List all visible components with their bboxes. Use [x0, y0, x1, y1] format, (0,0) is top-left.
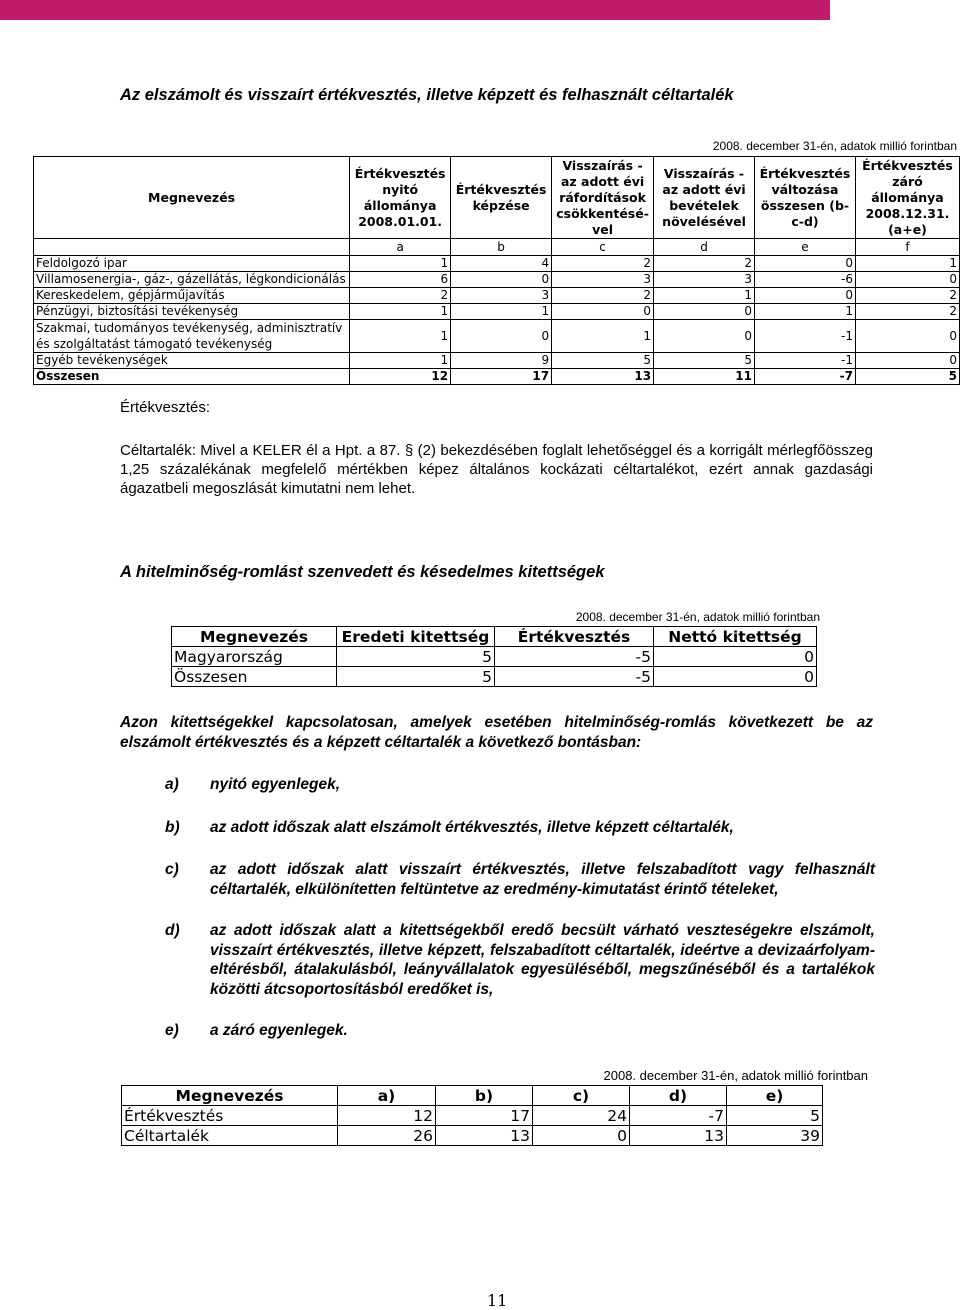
cell: 0	[654, 667, 817, 687]
cell: 1	[350, 353, 451, 369]
list-item: az adott időszak alatt visszaírt értékvesztés, illetve felszabadított vagy felhasznált céltartalék, elkülönítetten feltüntetve az eredmény-kimutatást érintő tételeket,	[210, 861, 875, 898]
letter-d: d	[654, 239, 755, 256]
cell: 3	[451, 288, 552, 304]
list-letter: e)	[165, 1022, 179, 1039]
cell: -6	[755, 272, 856, 288]
cell: 1	[350, 320, 451, 353]
header-e: Értékvesztés változása összesen (b-c-d)	[755, 157, 856, 239]
header-name: Megnevezés	[34, 157, 350, 239]
header-cell: Eredeti kitettség	[337, 627, 495, 647]
header-d: Visszaírás - az adott évi bevételek növelésével	[654, 157, 755, 239]
table-total-row	[34, 369, 960, 385]
header-a: Értékvesztés nyitó állománya 2008.01.01.	[350, 157, 451, 239]
cell: 1	[855, 256, 959, 272]
cell: 0	[552, 304, 654, 320]
cell: 4	[451, 256, 552, 272]
cell: 2	[654, 256, 755, 272]
cell: 13	[552, 369, 654, 385]
cell: 5	[552, 353, 654, 369]
cell: 3	[654, 272, 755, 288]
table-row	[122, 1126, 823, 1146]
table-row	[34, 353, 960, 369]
cell: -7	[755, 369, 856, 385]
header-b: Értékvesztés képzése	[451, 157, 552, 239]
breakdown-table	[121, 1085, 823, 1146]
table-row	[34, 272, 960, 288]
row-label: Összesen	[34, 369, 350, 385]
table-row	[172, 667, 817, 687]
cell: 2	[350, 288, 451, 304]
page-title: Az elszámolt és visszaírt értékvesztés, illetve képzett és felhasznált céltartalék	[120, 86, 734, 104]
cell: 1	[451, 304, 552, 320]
impairment-table	[33, 156, 960, 385]
cell: 17	[436, 1106, 533, 1126]
cell: 13	[630, 1126, 727, 1146]
table-row	[34, 320, 960, 353]
section2-title: A hitelminőség-romlást szenvedett és késedelmes kitettségek	[120, 563, 605, 581]
cell: -7	[630, 1106, 727, 1126]
cell: 1	[552, 320, 654, 353]
letter-c: c	[552, 239, 654, 256]
cell: 0	[855, 353, 959, 369]
cell: 13	[436, 1126, 533, 1146]
cell: 3	[552, 272, 654, 288]
cell: 0	[755, 288, 856, 304]
row-label: Céltartalék	[122, 1126, 338, 1146]
list-item: az adott időszak alatt elszámolt értékvesztés, illetve képzett céltartalék,	[210, 819, 734, 836]
cell: 2	[855, 304, 959, 320]
table-row	[34, 288, 960, 304]
celtartalek-paragraph: Céltartalék: Mivel a KELER él a Hpt. a 87. § (2) bekezdésében foglalt lehetőséggel és a korrigált mérlegfőösszeg 1,25 százalékának megfelelő mértékben képez általános kockázati céltartalékot, ezért annak gazdasági ágazatbeli megoszlását kimutatni nem lehet.	[120, 442, 873, 497]
table-row	[34, 256, 960, 272]
cell: 0	[451, 320, 552, 353]
list-item: az adott időszak alatt a kitettségekből eredő becsült várható veszteségekre elszámolt, visszaírt értékvesztés, illetve képzett, felszabadított céltartalék, ideértve a devizaárfolyam-eltérésből, átalakulásból, leányvállalatok egyesüléséből, megszűnéséből és a tartalékok közötti átcsoportosításból eredőket is,	[210, 922, 875, 998]
table2-unit-note: 2008. december 31-én, adatok millió forintban	[575, 610, 820, 624]
row-label: Egyéb tevékenységek	[34, 353, 350, 369]
cell: -1	[755, 353, 856, 369]
list-letter: a)	[165, 776, 179, 793]
cell: 9	[451, 353, 552, 369]
header-cell: Nettó kitettség	[654, 627, 817, 647]
table1-unit-note: 2008. december 31-én, adatok millió forintban	[712, 139, 957, 153]
cell: 2	[552, 288, 654, 304]
list-item: a záró egyenlegek.	[210, 1022, 348, 1039]
cell: 5	[727, 1106, 823, 1126]
letter-f: f	[855, 239, 959, 256]
cell: 12	[338, 1106, 436, 1126]
cell: 1	[350, 304, 451, 320]
list-letter: b)	[165, 819, 180, 836]
header-cell: Megnevezés	[172, 627, 337, 647]
cell: 0	[533, 1126, 630, 1146]
cell: 0	[451, 272, 552, 288]
intro-paragraph: Azon kitettségekkel kapcsolatosan, amelyek esetében hitelminőség-romlás következett be az elszámolt értékvesztés és a képzett céltartalék a következő bontásban:	[120, 714, 873, 751]
cell: -5	[495, 667, 654, 687]
cell: 6	[350, 272, 451, 288]
cell: 39	[727, 1126, 823, 1146]
cell: 0	[654, 304, 755, 320]
row-label: Feldolgozó ipar	[34, 256, 350, 272]
row-label: Kereskedelem, gépjárműjavítás	[34, 288, 350, 304]
row-label: Értékvesztés	[122, 1106, 338, 1126]
header-f: Értékvesztés záró állománya 2008.12.31. (a+e)	[855, 157, 959, 239]
cell: 1	[350, 256, 451, 272]
cell: 26	[338, 1126, 436, 1146]
letter-a: a	[350, 239, 451, 256]
header-cell: a)	[338, 1086, 436, 1106]
letters-blank	[34, 239, 350, 256]
header-cell: d)	[630, 1086, 727, 1106]
cell: 1	[755, 304, 856, 320]
cell: -1	[755, 320, 856, 353]
cell: 0	[855, 272, 959, 288]
row-label: Pénzügyi, biztosítási tevékenység	[34, 304, 350, 320]
row-label: Magyarország	[172, 647, 337, 667]
cell: 5	[654, 353, 755, 369]
row-label: Összesen	[172, 667, 337, 687]
header-c: Visszaírás - az adott évi ráfordítások csökkentésé-vel	[552, 157, 654, 239]
cell: 12	[350, 369, 451, 385]
cell: 17	[451, 369, 552, 385]
header-cell: c)	[533, 1086, 630, 1106]
list-letter: c)	[165, 861, 179, 878]
page-number: 11	[487, 1291, 508, 1310]
ertekvesztes-label: Értékvesztés:	[120, 399, 211, 416]
table-row	[34, 304, 960, 320]
table3-unit-note: 2008. december 31-én, adatok millió forintban	[603, 1068, 868, 1083]
header-cell: Megnevezés	[122, 1086, 338, 1106]
header-cell: b)	[436, 1086, 533, 1106]
accent-bar	[0, 0, 830, 20]
header-cell: e)	[727, 1086, 823, 1106]
exposure-table	[171, 626, 817, 687]
cell: 1	[654, 288, 755, 304]
letter-e: e	[755, 239, 856, 256]
letter-b: b	[451, 239, 552, 256]
cell: 0	[855, 320, 959, 353]
cell: 24	[533, 1106, 630, 1126]
cell: 0	[654, 320, 755, 353]
list-letter: d)	[165, 922, 180, 939]
cell: 5	[337, 647, 495, 667]
cell: 0	[755, 256, 856, 272]
cell: 5	[337, 667, 495, 687]
list-item: nyitó egyenlegek,	[210, 776, 341, 793]
table-row	[122, 1106, 823, 1126]
cell: 2	[855, 288, 959, 304]
cell: -5	[495, 647, 654, 667]
cell: 0	[654, 647, 817, 667]
cell: 11	[654, 369, 755, 385]
row-label: Villamosenergia-, gáz-, gázellátás, légkondicionálás	[34, 272, 350, 288]
table-row	[172, 647, 817, 667]
cell: 2	[552, 256, 654, 272]
row-label: Szakmai, tudományos tevékenység, adminisztratív és szolgáltatást támogató tevékenység	[34, 320, 350, 353]
cell: 5	[855, 369, 959, 385]
header-cell: Értékvesztés	[495, 627, 654, 647]
